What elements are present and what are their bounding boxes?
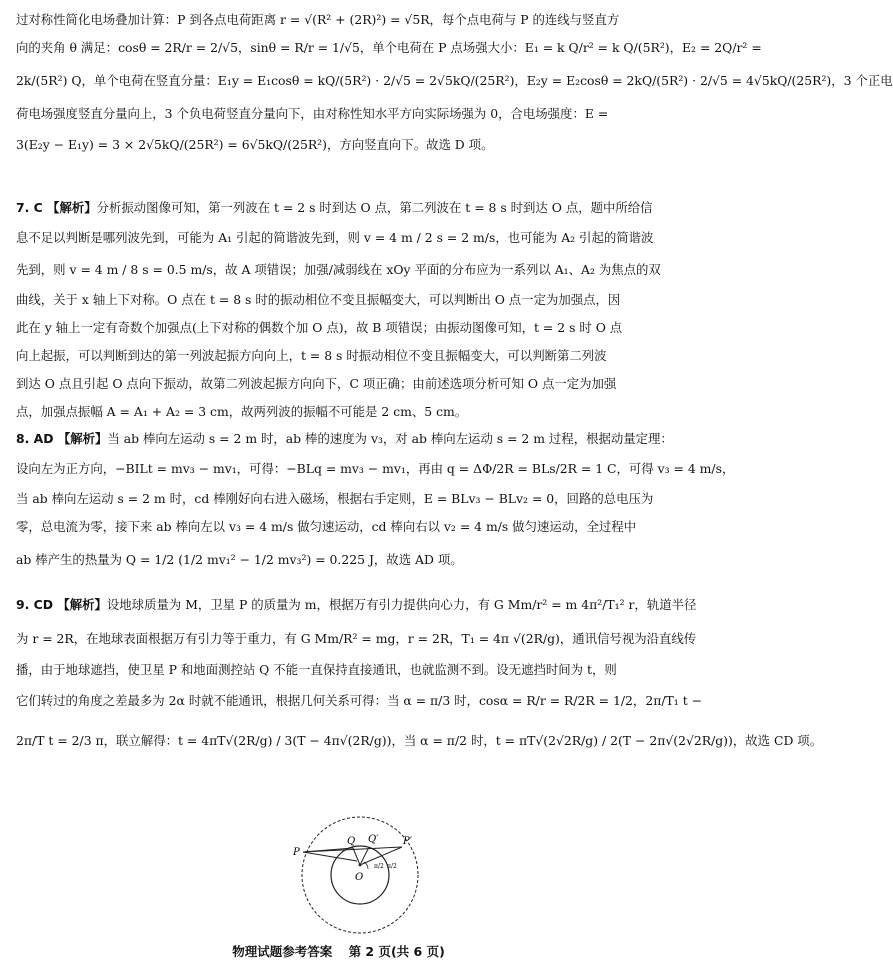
text-line: 零，总电流为零，接下来 ab 棒向左以 v₃ = 4 m/s 做匀速运动，cd 棒向右以 v₂ = 4 m/s 做匀速运动，全过程中 [16, 519, 637, 534]
text-line: 当 ab 棒向左运动 s = 2 m 时，cd 棒刚好向右进入磁场，根据右手定则，E = BLv₃ − BLv₂ = 0，回路的总电压为 [16, 491, 654, 506]
text-line: 当 ab 棒向左运动 s = 2 m 时，ab 棒的速度为 v₃，对 ab 棒向左运动 s = 2 m 过程，根据动量定理： [107, 431, 673, 446]
text-line: 过对称性简化电场叠加计算：P 到各点电荷距离 r = √(R² + (2R)²) = √5R，每个点电荷与 P 的连线与竖直方 [16, 12, 620, 27]
answer-label-q7: 7. C 【解析】 [16, 200, 97, 215]
label-Q: Q [347, 836, 356, 847]
text-line: 先到，则 v = 4 m / 8 s = 0.5 m/s，故 A 项错误；加强/减弱线在 xOy 平面的分布应为一系列以 A₁、A₂ 为焦点的双 [16, 262, 661, 277]
label-P: P [293, 847, 300, 858]
text-line: 设向左为正方向，−BILt = mv₃ − mv₁，可得：−BLq = mv₃ − mv₁，再由 q = ΔΦ/2R = BLs/2R = 1 C，可得 v₃ = 4 m/s， [16, 461, 735, 476]
signal-line [303, 852, 357, 861]
text-line: 2k/(5R²) Q，单个电荷在竖直分量：E₁y = E₁cosθ = kQ/(5R²) · 2/√5 = 2√5kQ/(25R²)，E₂y = E₂cosθ = 2kQ/(5R²) · 2/√5 = 4√5kQ/(25R²)，3 个正电 [16, 73, 893, 88]
text-line: 点，加强点振幅 A = A₁ + A₂ = 3 cm，故两列波的振幅不可能是 2 cm、5 cm。 [16, 404, 468, 419]
paragraph-q8 [16, 425, 735, 579]
answer-label-q9: 9. CD 【解析】 [16, 597, 107, 612]
text-line: 3(E₂y − E₁y) = 3 × 2√5kQ/(25R²) = 6√5kQ/(25R²)，方向竖直向下。故选 D 项。 [16, 137, 494, 152]
answer-label-q8: 8. AD 【解析】 [16, 431, 108, 446]
text-line: 2π/T t = 2/3 π，联立解得：t = 4πT√(2R/g) / 3(T − 4π√(2R/g))，当 α = π/2 时，t = πT√(2√2R/g) / 2(T − 2π√(2√2R/g))，故选 CD 项。 [16, 733, 823, 748]
angle-label: π/2 [374, 863, 384, 870]
center-point [359, 864, 362, 867]
label-P-prime: P′ [403, 836, 412, 847]
text-line: 到达 O 点且引起 O 点向下振动，故第二列波起振方向向下，C 项正确；由前述选项分析可知 O 点一定为加强 [16, 376, 617, 391]
text-line: 分析振动图像可知，第一列波在 t = 2 s 时到达 O 点，第二列波在 t = 8 s 时到达 O 点，题中所给信 [96, 200, 653, 215]
label-Q-prime: Q′ [368, 834, 379, 845]
footer-title: 物理试题参考答案 [232, 944, 333, 959]
angle-label: π/2 [387, 863, 397, 870]
text-line: 此在 y 轴上一定有奇数个加强点(上下对称的偶数个加 O 点)，故 B 项错误；由振动图像可知，t = 2 s 时 O 点 [16, 320, 623, 335]
text-line: 向上起振，可以判断到达的第一列波起振方向向上，t = 8 s 时振动相位不变且振幅变大，可以判断第二列波 [16, 348, 607, 363]
paragraph-q6-continued [16, 6, 893, 162]
text-line: 播，由于地球遮挡，使卫星 P 和地面测控站 Q 不能一直保持直接通讯，也就监测不到。设无遮挡时间为 t，则 [16, 662, 617, 677]
text-line: 荷电场强度竖直分量向上，3 个负电荷竖直分量向下，由对称性知水平方向实际场强为 0，合电场强度：E = [16, 106, 609, 121]
text-line: ab 棒产生的热量为 Q = 1/2 (1/2 mv₁² − 1/2 mv₃²) = 0.225 J，故选 AD 项。 [16, 552, 463, 567]
paragraph-q7 [16, 194, 661, 426]
text-line: 息不足以判断是哪列波先到，可能为 A₁ 引起的简谐波先到，则 v = 4 m / 2 s = 2 m/s，也可能为 A₂ 引起的简谐波 [16, 230, 654, 245]
text-line: 设地球质量为 M，卫星 P 的质量为 m，根据万有引力提供向心力，有 G Mm/r² = m 4π²/T₁² r，轨道半径 [106, 597, 697, 612]
page-footer [0, 942, 677, 960]
label-O: O [355, 872, 364, 883]
text-line: 曲线，关于 x 轴上下对称。O 点在 t = 8 s 时的振动相位不变且振幅变大，可以判断出 O 点一定为加强点，因 [16, 292, 621, 307]
paragraph-q9 [16, 588, 823, 764]
orbit-diagram [285, 813, 435, 938]
radius-line [353, 848, 360, 865]
text-line: 它们转过的角度之差最多为 2α 时就不能通讯，根据几何关系可得：当 α = π/3 时，cosα = R/r = R/2R = 1/2，2π/T₁ t − [16, 693, 702, 708]
text-line: 向的夹角 θ 满足：cosθ = 2R/r = 2/√5，sinθ = R/r = 1/√5，单个电荷在 P 点场强大小：E₁ = k Q/r² = k Q/(5R²)，E₂ = 2Q/r² = [16, 40, 762, 55]
text-line: 为 r = 2R，在地球表面根据万有引力等于重力，有 G Mm/R² = mg，r = 2R，T₁ = 4π √(2R/g)，通讯信号视为沿直线传 [16, 631, 697, 646]
footer-page-number: 第 2 页(共 6 页) [348, 944, 445, 959]
